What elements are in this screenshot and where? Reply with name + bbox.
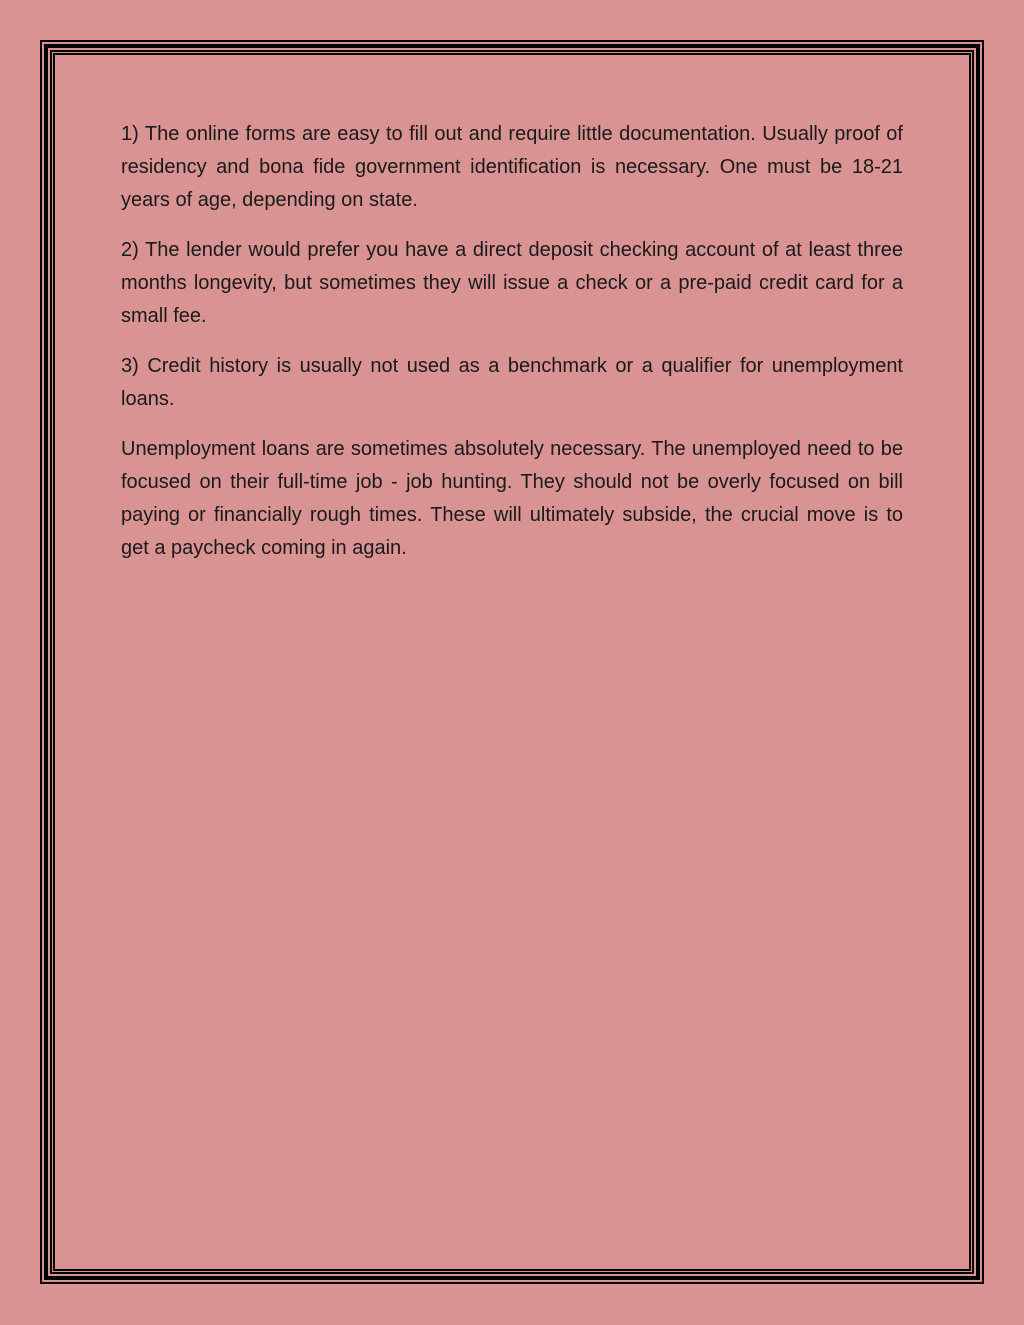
paragraph-conclusion: Unemployment loans are sometimes absolutely necessary. The unemployed need to be focused on their full-time job - job hunting. They should not be overly focused on bill paying or financially rough times. These will ultimately subside, the crucial move is to get a paycheck coming in again. (121, 438, 903, 559)
paragraph-credit-history: 3) Credit history is usually not used as a benchmark or a qualifier for unemployment loans. (121, 355, 903, 410)
paragraph-checking-account: 2) The lender would prefer you have a direct deposit checking account of at least three months longevity, but sometimes they will issue a check or a pre-paid credit card for a small fee. (121, 239, 903, 327)
paragraph-requirements: 1) The online forms are easy to fill out and require little documentation. Usually proof of residency and bona fide government identification is necessary. One must be 18-21 years of age, depending on state. (121, 123, 903, 211)
document-body (121, 118, 903, 582)
